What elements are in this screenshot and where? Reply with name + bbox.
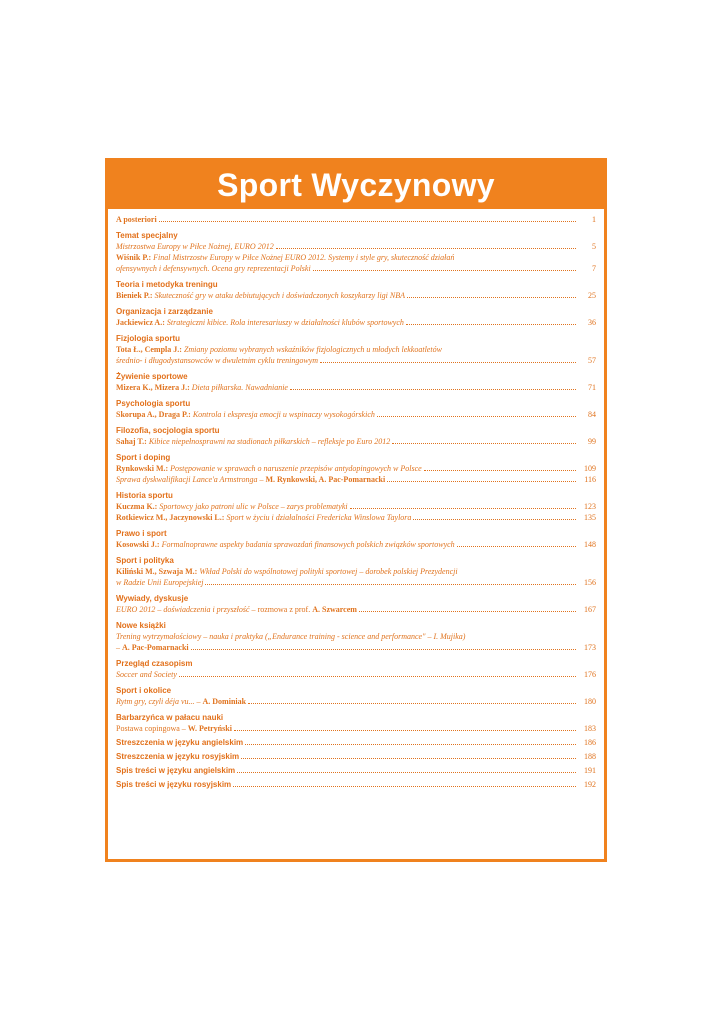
page-number: 148	[584, 540, 596, 549]
entry-author: A. Dominiak	[202, 697, 247, 706]
entry-title: Soccer and Society	[116, 670, 177, 679]
toc-entry[interactable]	[116, 604, 596, 615]
toc-entry[interactable]	[116, 382, 596, 393]
entry-text: rozmowa z prof.	[257, 605, 313, 614]
entry-title: Trening wytrzymałościowy – nauka i praktyka („Endurance training - science and performance" – I. Mujika)	[116, 632, 466, 641]
page-title: Sport Wyczynowy	[217, 166, 495, 203]
entry-author: Bieniek P.:	[116, 291, 153, 300]
page-number: 71	[588, 383, 596, 392]
entry-author: Rynkowski M.:	[116, 464, 169, 473]
leader-dots	[413, 519, 576, 520]
toc-section	[116, 779, 596, 790]
section-heading: Temat specjalny	[116, 231, 178, 240]
toc-section	[116, 765, 596, 776]
entry-author: Tota Ł., Cempla J.:	[116, 345, 182, 354]
entry-title: Sportowcy jako patroni ulic w Polsce – zarys problematyki	[159, 502, 348, 511]
leader-dots	[234, 730, 576, 731]
toc-entry[interactable]	[116, 779, 596, 790]
toc-entry[interactable]	[116, 723, 596, 734]
page-number: 183	[584, 724, 596, 733]
toc-section	[116, 279, 596, 301]
section-heading: Historia sportu	[116, 491, 173, 500]
page-number: 188	[584, 752, 596, 761]
entry-title: Strategiczni kibice. Rola interesariuszy w działalności klubów sportowych	[166, 318, 404, 327]
toc-header	[108, 161, 604, 209]
leader-dots	[159, 221, 576, 222]
section-heading: Fizjologia sportu	[116, 334, 180, 343]
toc-entry[interactable]	[116, 290, 596, 301]
page-number: 25	[588, 291, 596, 300]
page-number: 186	[584, 738, 596, 747]
toc-section	[116, 737, 596, 748]
toc-section	[116, 751, 596, 762]
entry-text: Postawa copingowa –	[116, 724, 188, 733]
toc-section	[116, 398, 596, 420]
page-number: 1	[592, 215, 596, 224]
entry-title: Dieta piłkarska. Nawadnianie	[191, 383, 288, 392]
leader-dots	[290, 389, 576, 390]
toc-entry-line	[116, 344, 596, 355]
page-number: 84	[588, 410, 596, 419]
section-heading: Teoria i metodyka treningu	[116, 280, 218, 289]
entry-title: Zmiany poziomu wybranych wskaźników fizjologicznych u młodych lekkoatletów	[183, 345, 442, 354]
leader-dots	[276, 248, 576, 249]
toc-section	[116, 528, 596, 550]
toc-section	[116, 593, 596, 615]
entry-author: Mizera K., Mizera J.:	[116, 383, 190, 392]
toc-entry[interactable]	[116, 696, 596, 707]
page-number: 36	[588, 318, 596, 327]
entry-author: Jackiewicz A.:	[116, 318, 165, 327]
toc-entry[interactable]	[116, 737, 596, 748]
toc-entry[interactable]	[116, 409, 596, 420]
section-heading: Sport i okolice	[116, 686, 172, 695]
toc-section	[116, 658, 596, 680]
leader-dots	[377, 416, 576, 417]
toc-entry-line	[116, 252, 596, 263]
entry-title-cont: w Radzie Unii Europejskiej	[116, 578, 204, 587]
leader-dots	[320, 362, 576, 363]
leader-dots	[387, 481, 576, 482]
section-heading: Wywiady, dyskusje	[116, 594, 189, 603]
leader-dots	[205, 584, 576, 585]
toc-entry[interactable]	[116, 642, 596, 653]
entry-title-cont: średnio- i długodystansowców w dwuletnim cyklu treningowym	[116, 356, 319, 365]
section-heading: Barbarzyńca w pałacu nauki	[116, 713, 224, 722]
entry-title: Postępowanie w sprawach o naruszenie przepisów antydopingowych w Polsce	[170, 464, 422, 473]
toc-entry[interactable]	[116, 463, 596, 474]
toc-entry[interactable]	[116, 669, 596, 680]
toc-section	[116, 333, 596, 366]
entry-text: –	[116, 643, 122, 652]
entry-title: Sport w życiu i działalności Fredericka Winslowa Taylora	[226, 513, 412, 522]
leader-dots	[407, 297, 576, 298]
entry-title: Wkład Polski do wspólnotowej polityki sportowej – dorobek polskiej Prezydencji	[199, 567, 458, 576]
toc-entry[interactable]	[116, 539, 596, 550]
section-heading: Przegląd czasopism	[116, 659, 193, 668]
toc-entry-line	[116, 631, 596, 642]
page-number: 5	[592, 242, 596, 251]
toc-entry[interactable]	[116, 512, 596, 523]
leader-dots	[245, 744, 576, 745]
toc-section	[116, 555, 596, 588]
page-number: 173	[584, 643, 596, 652]
entry-title-cont: ofensywnych i defensywnych. Ocena gry reprezentacji Polski	[116, 264, 311, 273]
leader-dots	[406, 324, 576, 325]
section-heading: Psychologia sportu	[116, 399, 191, 408]
entry-title: Final Mistrzostw Europy w Piłce Nożnej EURO 2012. Systemy i style gry, skuteczność działań	[153, 253, 455, 262]
entry-author: Skorupa A., Draga P.:	[116, 410, 191, 419]
page-number: 7	[592, 264, 596, 273]
toc-entry[interactable]	[116, 317, 596, 328]
page-number: 176	[584, 670, 596, 679]
section-heading: Prawo i sport	[116, 529, 167, 538]
toc-entry-line	[116, 566, 596, 577]
entry-author: M. Rynkowski, A. Pac-Pomarnacki	[265, 475, 386, 484]
toc-section	[116, 712, 596, 734]
entry-title: Streszczenia w języku rosyjskim	[116, 752, 240, 761]
section-heading: Sport i doping	[116, 453, 171, 462]
toc-entry[interactable]	[116, 436, 596, 447]
leader-dots	[350, 508, 576, 509]
entry-title: Kontrola i ekspresja emocji u wspinaczy wysokogórskich	[192, 410, 375, 419]
entry-author: Wiśnik P.:	[116, 253, 152, 262]
section-heading: Filozofia, socjologia sportu	[116, 426, 220, 435]
leader-dots	[233, 786, 576, 787]
entry-author: Sahaj T.:	[116, 437, 147, 446]
leader-dots	[424, 470, 576, 471]
entry-title: EURO 2012 – doświadczenia i przyszłość –	[116, 605, 256, 614]
toc-section	[116, 620, 596, 653]
section-heading: Sport i polityka	[116, 556, 174, 565]
toc-section	[116, 371, 596, 393]
entry-title: Streszczenia w języku angielskim	[116, 738, 244, 747]
page-number: 116	[584, 475, 596, 484]
toc-entry[interactable]	[116, 355, 596, 366]
leader-dots	[248, 703, 576, 704]
entry-author: A. Szwarcem	[312, 605, 357, 614]
entry-title: Sprawa dyskwalifikacji Lance'a Armstronga –	[116, 475, 264, 484]
toc-entry[interactable]	[116, 474, 596, 485]
section-heading: Nowe książki	[116, 621, 166, 630]
table-of-contents	[105, 158, 607, 862]
toc-entry[interactable]	[116, 501, 596, 512]
page-number: 123	[584, 502, 596, 511]
toc-entry[interactable]	[116, 751, 596, 762]
entry-title: Spis treści w języku rosyjskim	[116, 780, 232, 789]
page-number: 57	[588, 356, 596, 365]
toc-section	[116, 306, 596, 328]
page-number: 99	[588, 437, 596, 446]
page-number: 180	[584, 697, 596, 706]
entry-author: A. Pac-Pomarnacki	[122, 643, 189, 652]
toc-entry[interactable]	[116, 765, 596, 776]
leader-dots	[237, 772, 576, 773]
toc-section	[116, 452, 596, 485]
entry-title: Kibice niepełnosprawni na stadionach piłkarskich – refleksje po Euro 2012	[148, 437, 391, 446]
page-number: 192	[584, 780, 596, 789]
page-number: 135	[584, 513, 596, 522]
entry-title: Skuteczność gry w ataku debiutujących i doświadczonych koszykarzy ligi NBA	[154, 291, 405, 300]
toc-entry[interactable]	[116, 241, 596, 252]
toc-section	[116, 490, 596, 523]
toc-entry[interactable]	[116, 577, 596, 588]
entry-author: Kosowski J.:	[116, 540, 160, 549]
section-heading: Żywienie sportowe	[116, 372, 188, 381]
entry-title: Formalnoprawne aspekty badania sprawozdań finansowych polskich związków sportowych	[161, 540, 455, 549]
entry-author: Rotkiewicz M., Jaczynowski L.:	[116, 513, 225, 522]
toc-section	[116, 214, 596, 225]
section-heading: Organizacja i zarządzanie	[116, 307, 213, 316]
entry-title: Mistrzostwa Europy w Piłce Nożnej, EURO 2012	[116, 242, 274, 251]
leader-dots	[191, 649, 576, 650]
toc-section	[116, 230, 596, 274]
page-number: 109	[584, 464, 596, 473]
toc-section	[116, 685, 596, 707]
leader-dots	[359, 611, 576, 612]
leader-dots	[241, 758, 576, 759]
leader-dots	[392, 443, 576, 444]
entry-title: Rytm gry, czyli déja vu... –	[116, 697, 201, 706]
entry-title: Spis treści w języku angielskim	[116, 766, 236, 775]
toc-body	[108, 209, 604, 790]
toc-entry[interactable]	[116, 263, 596, 274]
toc-section	[116, 425, 596, 447]
page-number: 167	[584, 605, 596, 614]
page-number: 191	[584, 766, 596, 775]
leader-dots	[457, 546, 576, 547]
entry-title: A posteriori	[116, 215, 157, 224]
entry-author: Kuczma K.:	[116, 502, 158, 511]
entry-author: W. Petryński	[187, 724, 232, 733]
page-number: 156	[584, 578, 596, 587]
entry-author: Kiliński M., Szwaja M.:	[116, 567, 198, 576]
leader-dots	[179, 676, 576, 677]
toc-entry[interactable]	[116, 214, 596, 225]
leader-dots	[313, 270, 576, 271]
